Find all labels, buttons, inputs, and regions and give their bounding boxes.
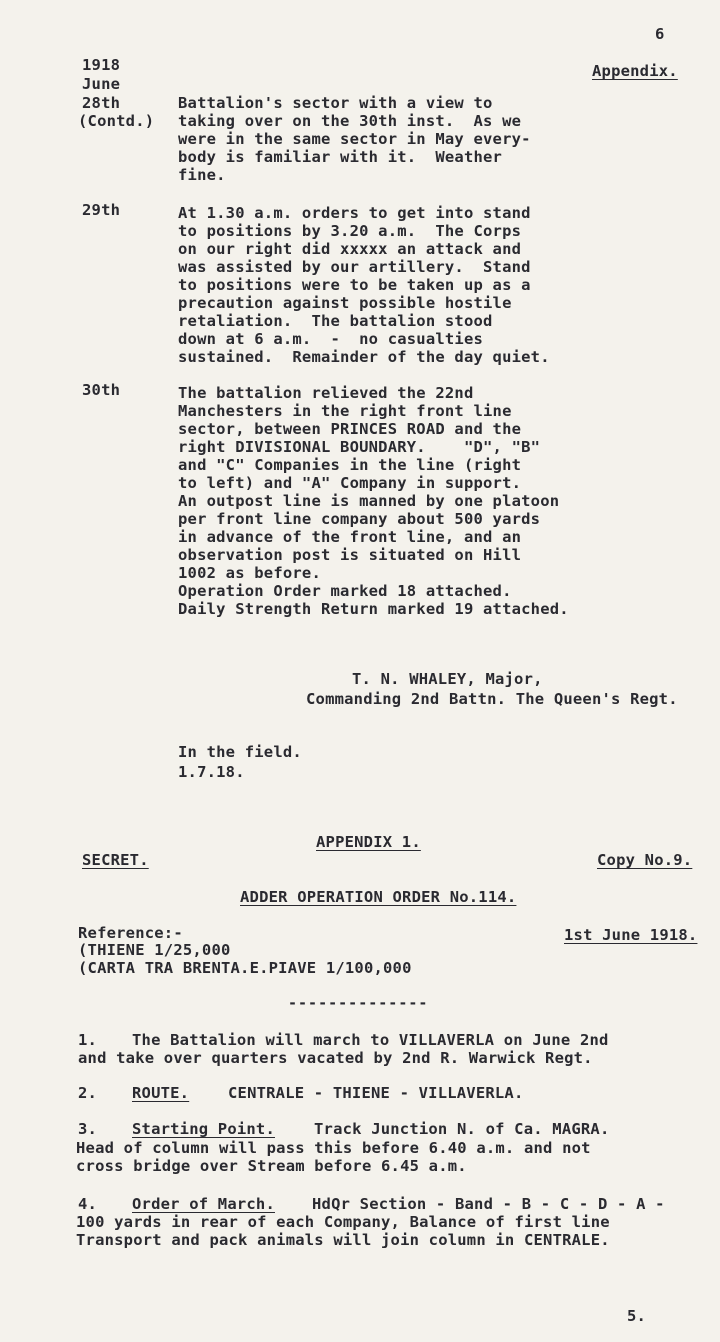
entry-line: observation post is situated on Hill: [178, 546, 522, 564]
entry-line: Manchesters in the right front line: [178, 402, 512, 420]
entry-line: Battalion's sector with a view to: [178, 94, 493, 112]
entry-line: Operation Order marked 18 attached.: [178, 582, 512, 600]
date-year: 1918: [82, 56, 121, 74]
entry-line: The battalion relieved the 22nd: [178, 384, 474, 402]
place-date: 1.7.18.: [178, 763, 245, 781]
reference-line: (THIENE 1/25,000: [78, 941, 231, 959]
appendix-heading: APPENDIX 1.: [316, 833, 421, 851]
place: In the field.: [178, 743, 302, 761]
entry-line: retaliation. The battalion stood: [178, 312, 493, 330]
entry-line: to positions by 3.20 a.m. The Corps: [178, 222, 522, 240]
entry-line: fine.: [178, 166, 226, 184]
para-heading: Starting Point.: [132, 1120, 275, 1138]
para-line: HdQr Section - Band - B - C - D - A -: [312, 1195, 665, 1213]
para-number: 3.: [78, 1120, 98, 1138]
entry-line: taking over on the 30th inst. As we: [178, 112, 522, 130]
signature-title: Commanding 2nd Battn. The Queen's Regt.: [306, 690, 678, 708]
para-line: Track Junction N. of Ca. MAGRA.: [314, 1120, 610, 1138]
para-line: 100 yards in rear of each Company, Balance of first line: [76, 1213, 610, 1231]
para-heading: ROUTE.: [132, 1084, 190, 1102]
entry-line: and "C" Companies in the line (right: [178, 456, 522, 474]
entry-line: was assisted by our artillery. Stand: [178, 258, 531, 276]
para-line: Head of column will pass this before 6.40 a.m. and not: [76, 1139, 591, 1157]
entry-line: on our right did xxxxx an attack and: [178, 240, 522, 258]
para-number: 1.: [78, 1031, 98, 1049]
entry-line: precaution against possible hostile: [178, 294, 512, 312]
date-month: June: [82, 75, 121, 93]
copy-number: Copy No.9.: [597, 851, 693, 869]
order-date: 1st June 1918.: [564, 926, 698, 944]
entry-line: body is familiar with it. Weather: [178, 148, 503, 166]
appendix-label: Appendix.: [592, 62, 678, 80]
page-number-bottom: 5.: [627, 1307, 647, 1325]
signature-name: T. N. WHALEY, Major,: [352, 670, 543, 688]
separator: --------------: [288, 994, 429, 1012]
entry-day: 29th: [82, 201, 121, 219]
entry-line: to positions were to be taken up as a: [178, 276, 531, 294]
order-title: ADDER OPERATION ORDER No.114.: [240, 888, 517, 906]
page-number-top: 6: [655, 25, 665, 43]
entry-day: 30th: [82, 381, 121, 399]
entry-line: per front line company about 500 yards: [178, 510, 541, 528]
entry-line: sustained. Remainder of the day quiet.: [178, 348, 550, 366]
para-line: CENTRALE - THIENE - VILLAVERLA.: [228, 1084, 524, 1102]
para-heading: Order of March.: [132, 1195, 275, 1213]
para-line: Transport and pack animals will join column in CENTRALE.: [76, 1231, 610, 1249]
para-line: The Battalion will march to VILLAVERLA on June 2nd: [132, 1031, 609, 1049]
para-line: and take over quarters vacated by 2nd R. Warwick Regt.: [78, 1049, 593, 1067]
entry-line: to left) and "A" Company in support.: [178, 474, 522, 492]
entry-line: At 1.30 a.m. orders to get into stand: [178, 204, 531, 222]
entry-line: right DIVISIONAL BOUNDARY. "D", "B": [178, 438, 541, 456]
entry-line: Daily Strength Return marked 19 attached.: [178, 600, 569, 618]
reference-label: Reference:-: [78, 924, 183, 942]
para-number: 4.: [78, 1195, 98, 1213]
entry-line: in advance of the front line, and an: [178, 528, 522, 546]
entry-line: sector, between PRINCES ROAD and the: [178, 420, 522, 438]
entry-line: 1002 as before.: [178, 564, 321, 582]
para-number: 2.: [78, 1084, 98, 1102]
entry-line: An outpost line is manned by one platoon: [178, 492, 560, 510]
entry-day: 28th: [82, 94, 121, 112]
entry-line: were in the same sector in May every-: [178, 130, 531, 148]
entry-day-note: (Contd.): [78, 112, 155, 130]
secret-label: SECRET.: [82, 851, 149, 869]
reference-line: (CARTA TRA BRENTA.E.PIAVE 1/100,000: [78, 959, 412, 977]
para-line: cross bridge over Stream before 6.45 a.m.: [76, 1157, 467, 1175]
entry-line: down at 6 a.m. - no casualties: [178, 330, 484, 348]
